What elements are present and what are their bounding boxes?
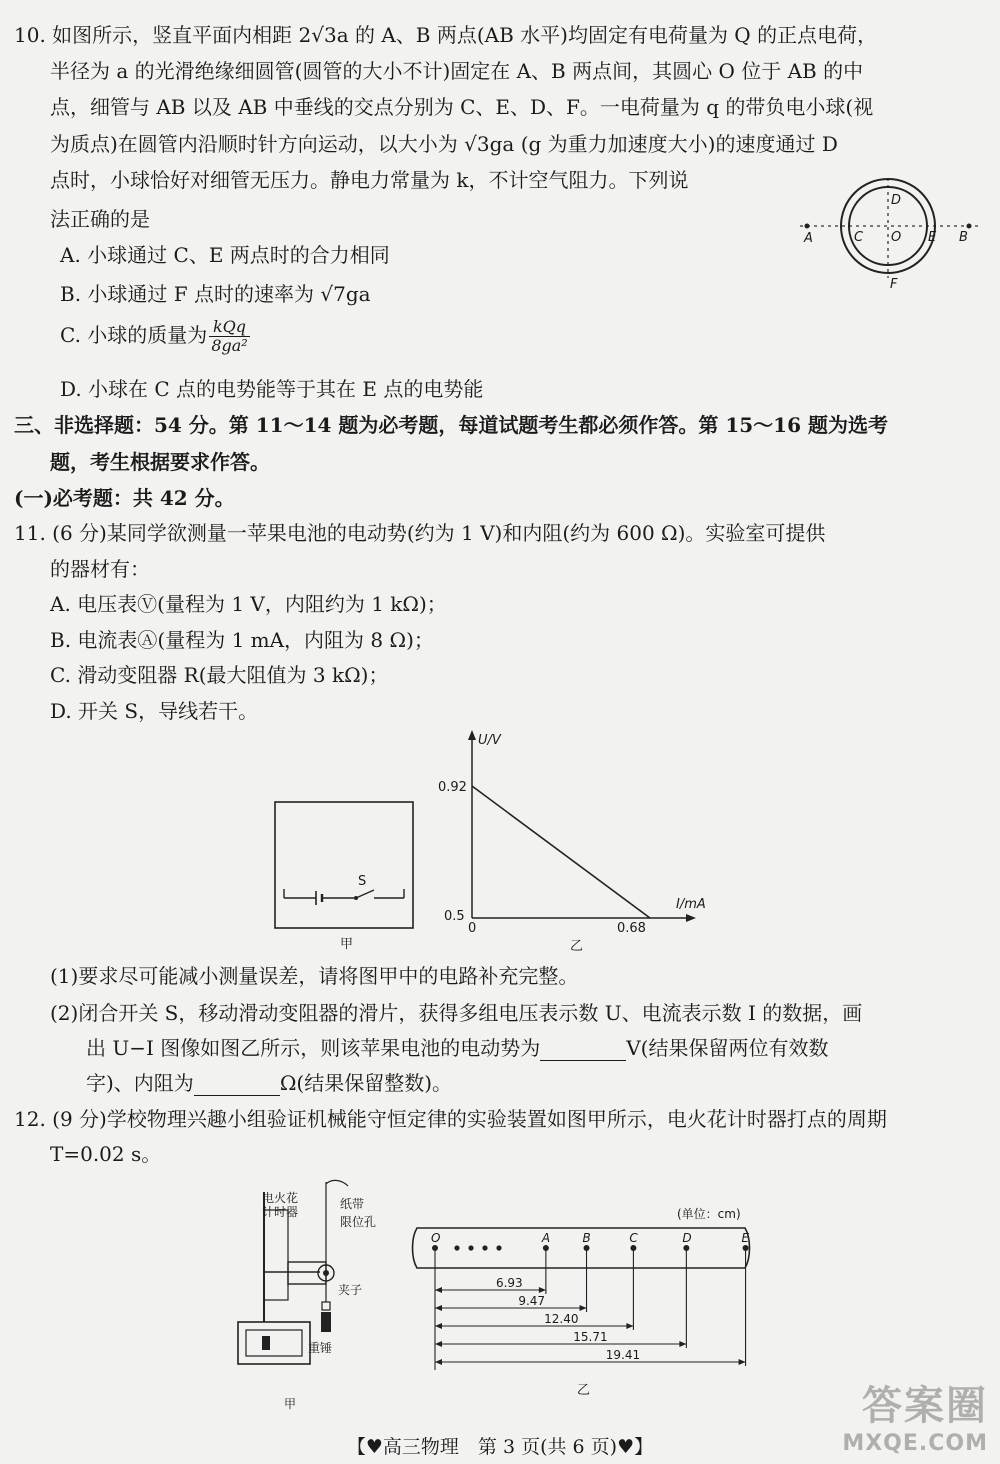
tape-label-d: D — [682, 1231, 692, 1245]
emf-answer-blank[interactable] — [540, 1040, 626, 1061]
q11-part-2-line-3 — [86, 1070, 452, 1096]
weight-block — [321, 1312, 331, 1332]
tape-clip — [322, 1302, 330, 1310]
timer-body — [264, 1210, 288, 1300]
tape-label: 纸带 — [340, 1197, 365, 1211]
q11-part-2-text-after: V(结果保留两位有效数 — [626, 1036, 829, 1060]
distance-arrow-start-a — [435, 1287, 442, 1293]
distance-arrow-a — [539, 1287, 546, 1293]
unit-label: (单位：cm) — [677, 1207, 741, 1221]
q10-line-4: 为质点)在圆管内沿顺时针方向运动，以大小为 √3ga (g 为重力加速度大小)的速度通过 D — [50, 132, 838, 156]
figure-yi-caption: 乙 — [570, 939, 584, 954]
q11-item-d: D. 开关 S，导线若干。 — [50, 699, 259, 723]
q11-line-2: 的器材有： — [50, 557, 150, 581]
label-b: B — [959, 230, 968, 245]
timer-label-line-2: 计时器 — [262, 1205, 299, 1219]
distance-arrow-start-b — [435, 1305, 442, 1311]
q10-line-6: 法正确的是 — [50, 207, 150, 231]
ui-graph-yi — [430, 728, 720, 958]
distance-arrow-d — [679, 1341, 686, 1347]
apparatus-figure-jia — [228, 1172, 388, 1412]
y-tick-top: 0.92 — [438, 780, 467, 795]
y-axis-label: U/V — [478, 733, 501, 748]
label-a: A — [804, 231, 813, 246]
fraction-denominator: 8ga² — [211, 336, 248, 355]
tape-marks — [431, 1231, 750, 1370]
distance-arrow-e — [739, 1359, 746, 1365]
q10-line-5: 点时，小球恰好对细管无压力。静电力常量为 k，不计空气阻力。下列说 — [50, 168, 689, 192]
label-o: O — [891, 230, 902, 245]
tape-label-b: B — [582, 1231, 591, 1245]
q10-option-a: A. 小球通过 C、E 两点时的合力相同 — [60, 243, 390, 267]
q10-line-1: 10. 如图所示，竖直平面内相距 2√3a 的 A、B 两点(AB 水平)均固定有电荷量为 Q 的正点电荷， — [14, 23, 878, 47]
inner-tube-circle — [849, 187, 927, 265]
x-axis-label: I/mA — [676, 897, 706, 912]
q10-line-3: 点，细管与 AB 以及 AB 中垂线的交点分别为 C、E、D、F。一电荷量为 q 的带负电小球(视 — [50, 95, 874, 119]
q10-option-d: D. 小球在 C 点的电势能等于其在 E 点的电势能 — [60, 377, 484, 401]
limit-hole-label: 限位孔 — [340, 1215, 377, 1229]
tape-dot — [454, 1245, 459, 1250]
tape-outline — [413, 1228, 750, 1268]
label-d: D — [891, 193, 902, 208]
q11-part-1: (1)要求尽可能减小测量误差，请将图甲中的电路补充完整。 — [50, 964, 579, 988]
q11-part-2-text-2-after: Ω(结果保留整数)。 — [279, 1071, 452, 1095]
base-inner — [246, 1330, 302, 1356]
q10-option-b: B. 小球通过 F 点时的速率为 √7ga — [60, 282, 371, 306]
switch-blade — [356, 890, 374, 898]
q11-part-2-text-2: 字)、内阻为 — [86, 1071, 194, 1095]
distance-arrow-start-e — [435, 1359, 442, 1365]
base-knob — [262, 1336, 270, 1350]
distance-arrow-start-d — [435, 1341, 442, 1347]
distance-arrow-start-c — [435, 1323, 442, 1329]
tape-label-a: A — [541, 1231, 551, 1245]
x-tick-end: 0.68 — [617, 921, 646, 936]
y-tick-base: 0.5 — [444, 909, 465, 924]
ui-data-line — [472, 786, 650, 918]
distance-value-a: 6.93 — [495, 1276, 523, 1290]
q10-line-2: 半径为 a 的光滑绝缘细圆管(圆管的大小不计)固定在 A、B 两点间，其圆心 O 位于 AB 的中 — [50, 59, 864, 83]
tape-dot — [482, 1245, 487, 1250]
q11-part-2-line-2 — [86, 1035, 828, 1061]
q10-circle-figure — [796, 178, 986, 296]
fraction-numerator: kQq — [209, 318, 249, 337]
tape-dot — [468, 1245, 473, 1250]
section-3-line-1: 三、非选择题：54 分。第 11～14 题为必考题，每道试题考生都必须作答。第 15～16 题为选考 — [14, 413, 888, 437]
tape-dot — [496, 1245, 501, 1250]
q11-item-b: B. 电流表Ⓐ(量程为 1 mA，内阻为 8 Ω)； — [50, 628, 434, 652]
tape-label-o: O — [431, 1231, 441, 1245]
figure-jia-caption-2: 甲 — [284, 1397, 297, 1411]
switch-label: S — [358, 874, 367, 889]
weight-label: 重锤 — [308, 1341, 333, 1355]
q11-part-2-line-1: (2)闭合开关 S，移动滑动变阻器的滑片，获得多组电压表示数 U、电流表示数 I 的数据，画 — [50, 1001, 863, 1025]
paper-tape-figure-yi — [405, 1198, 765, 1398]
timer-label-line-1: 电火花 — [262, 1191, 299, 1205]
distance-value-e: 19.41 — [605, 1348, 641, 1362]
q11-item-c: C. 滑动变阻器 R(最大阻值为 3 kΩ)； — [50, 663, 389, 687]
hand-holding-tape — [326, 1180, 348, 1186]
distance-value-b: 9.47 — [518, 1294, 546, 1308]
page-footer: 【♥高三物理 第 3 页(共 6 页)♥】 — [346, 1436, 654, 1458]
point-a-dot — [805, 224, 810, 229]
figure-yi-caption-2: 乙 — [577, 1383, 591, 1398]
base-platform — [238, 1322, 310, 1364]
circuit-frame — [275, 802, 413, 928]
label-e: E — [928, 230, 937, 245]
timer-clamp — [288, 1262, 326, 1284]
section-3-subheading: (一)必考题：共 42 分。 — [14, 486, 235, 510]
q11-part-2-text: 出 U−I 图像如图乙所示，则该苹果电池的电动势为 — [86, 1036, 541, 1060]
resistance-answer-blank[interactable] — [194, 1075, 280, 1096]
q10-option-c-text: C. 小球的质量为 — [60, 323, 208, 347]
circuit-figure-jia — [270, 795, 420, 955]
label-c: C — [854, 230, 864, 245]
figure-jia-caption: 甲 — [340, 937, 354, 952]
tape-label-c: C — [629, 1231, 638, 1245]
section-3-line-2: 题，考生根据要求作答。 — [50, 450, 270, 474]
tape-label-e: E — [741, 1231, 750, 1245]
q12-line-1: 12. (9 分)学校物理兴趣小组验证机械能守恒定律的实验装置如图甲所示，电火花计时器打点的周期 — [14, 1107, 887, 1131]
distance-value-d: 15.71 — [573, 1330, 608, 1344]
distance-arrow-c — [626, 1323, 633, 1329]
q11-item-a: A. 电压表Ⓥ(量程为 1 V，内阻约为 1 kΩ)； — [50, 592, 447, 616]
x-axis-arrow — [686, 914, 696, 922]
q11-line-1: 11. (6 分)某同学欲测量一苹果电池的电动势(约为 1 V)和内阻(约为 600 Ω)。实验室可提供 — [14, 521, 826, 545]
q10-option-c — [60, 318, 252, 355]
distance-arrow-b — [580, 1305, 587, 1311]
distance-value-c: 12.40 — [544, 1312, 579, 1326]
y-axis-arrow — [468, 730, 476, 740]
label-f: F — [890, 277, 898, 292]
watermark-logo: 答案圈 MXQE.COM — [842, 1383, 988, 1456]
q10-option-c-fraction — [209, 318, 249, 355]
q12-line-2: T=0.02 s。 — [50, 1142, 162, 1166]
point-b-dot — [967, 224, 972, 229]
origin-label: 0 — [468, 921, 477, 936]
clip-label: 夹子 — [338, 1283, 363, 1297]
